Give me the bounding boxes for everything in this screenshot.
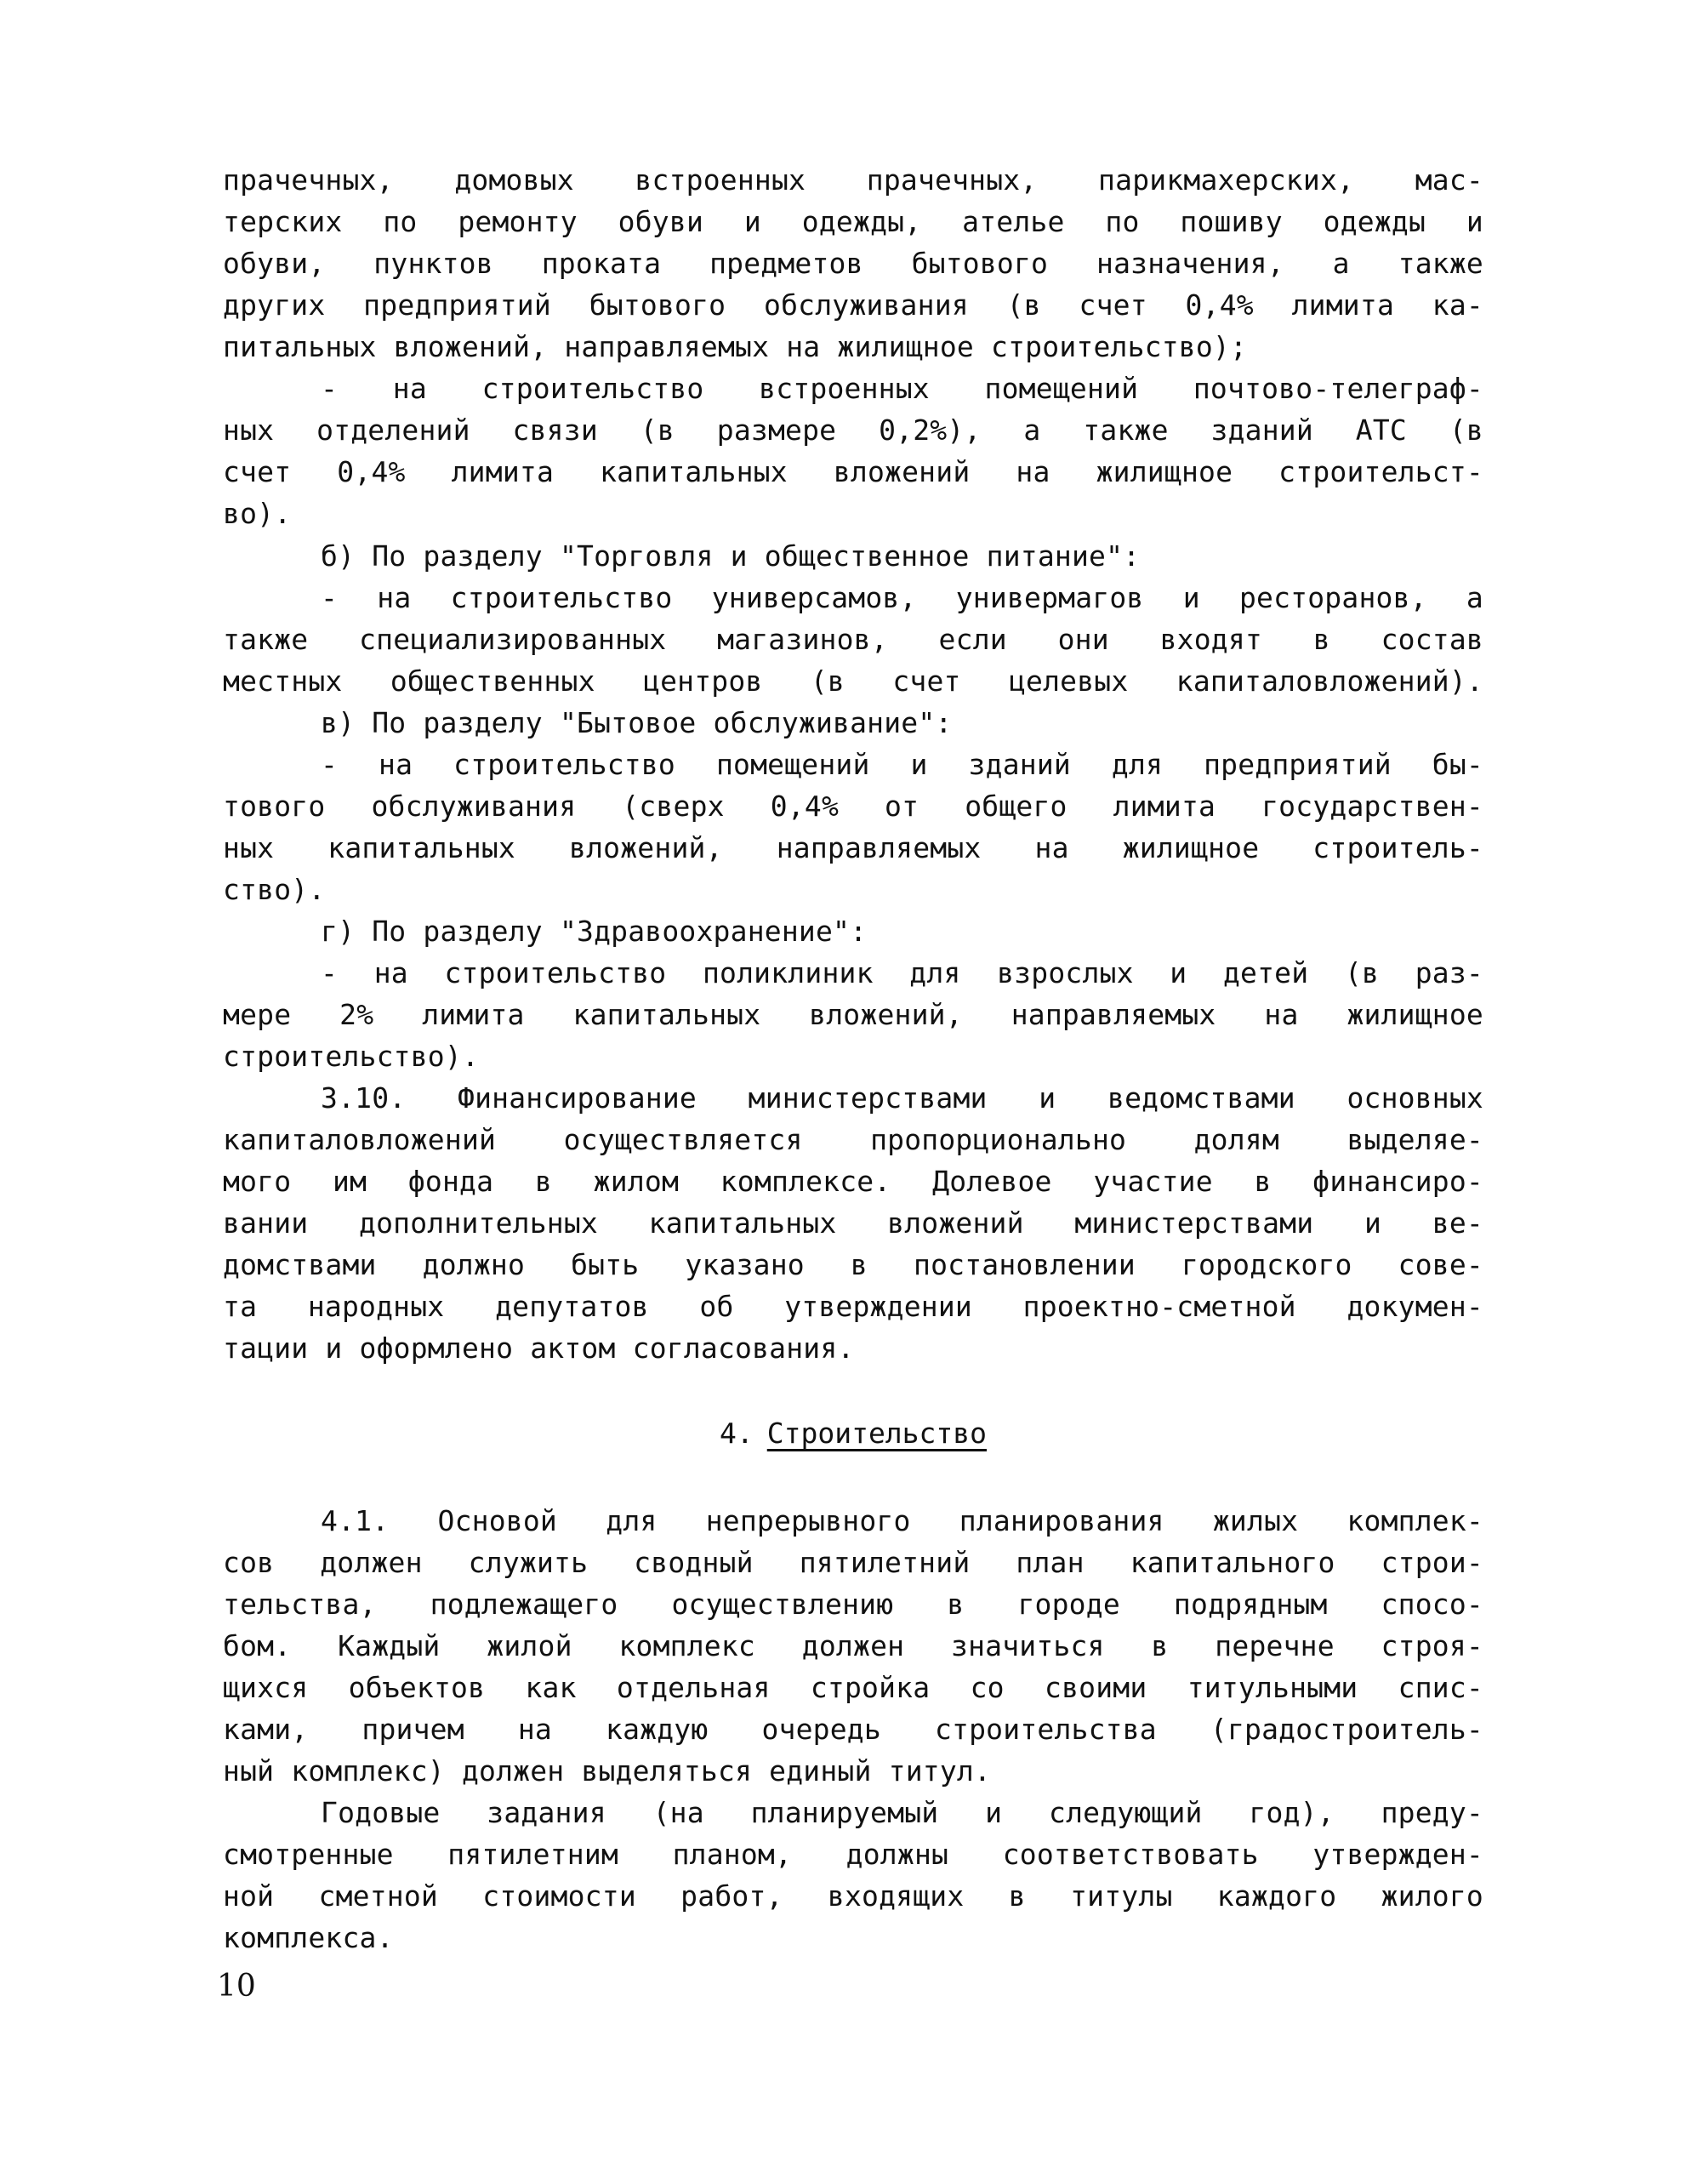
- text-line: смотренные пятилетним планом, должны соответствовать утвержден-: [223, 1838, 1483, 1871]
- section-number: 4.: [719, 1417, 754, 1450]
- text-line: ство).: [223, 873, 326, 906]
- text-line: ных отделений связи (в размере 0,2%), а также зданий АТС (в: [223, 413, 1483, 447]
- text-line: 3.10. Финансирование министерствами и ведомствами основных: [321, 1081, 1483, 1115]
- text-line: - на строительство поликлиник для взрослых и детей (в раз-: [321, 956, 1483, 989]
- section-heading: [223, 1412, 1483, 1454]
- text-line: щихся объектов как отдельная стройка со своими титульными спис-: [223, 1671, 1483, 1704]
- text-line: ных капитальных вложений, направляемых на жилищное строитель-: [223, 831, 1483, 864]
- text-line: сов должен служить сводный пятилетний план капитального строи-: [223, 1546, 1483, 1579]
- page-number: 10: [217, 1969, 256, 2004]
- text-line: та народных депутатов об утверждении проектно-сметной докумен-: [223, 1290, 1483, 1323]
- text-line: капиталовложений осуществляется пропорционально долям выделяе-: [223, 1123, 1483, 1156]
- text-line: прачечных, домовых встроенных прачечных, парикмахерских, мас-: [223, 163, 1483, 197]
- text-line: бом. Каждый жилой комплекс должен значиться в перечне строя-: [223, 1629, 1483, 1662]
- text-line: питальных вложений, направляемых на жилищное строительство);: [223, 330, 1248, 363]
- text-line: Годовые задания (на планируемый и следующий год), преду-: [321, 1796, 1483, 1829]
- section-title: Строительство: [766, 1417, 988, 1450]
- text-line: терских по ремонту обуви и одежды, ателье по пошиву одежды и: [223, 205, 1483, 238]
- text-line: обуви, пунктов проката предметов бытового назначения, а также: [223, 247, 1483, 280]
- text-line: 4.1. Основой для непрерывного планирования жилых комплек-: [321, 1504, 1483, 1537]
- text-line: местных общественных центров (в счет целевых капиталовложений).: [223, 664, 1483, 698]
- text-line: других предприятий бытового обслуживания (в счет 0,4% лимита ка-: [223, 288, 1483, 322]
- text-line: также специализированных магазинов, если они входят в состав: [223, 623, 1483, 656]
- subsection-heading: в) По разделу "Бытовое обслуживание":: [321, 706, 953, 739]
- subsection-heading: б) По разделу "Торговля и общественное питание":: [321, 539, 1141, 573]
- text-line: ками, причем на каждую очередь строительства (градостроитель-: [223, 1713, 1483, 1746]
- text-line: - на строительство помещений и зданий для предприятий бы-: [321, 748, 1483, 781]
- text-line: домствами должно быть указано в постановлении городского сове-: [223, 1248, 1483, 1281]
- text-line: строительство).: [223, 1040, 480, 1073]
- text-line: ной сметной стоимости работ, входящих в титулы каждого жилого: [223, 1879, 1483, 1913]
- text-line: ный комплекс) должен выделяться единый титул.: [223, 1754, 992, 1788]
- text-line: комплекса.: [223, 1921, 394, 1954]
- text-line: мере 2% лимита капитальных вложений, направляемых на жилищное: [223, 998, 1483, 1031]
- text-line: счет 0,4% лимита капитальных вложений на жилищное строительст-: [223, 455, 1483, 488]
- text-line: во).: [223, 497, 292, 530]
- text-line: тации и оформлено актом согласования.: [223, 1331, 855, 1365]
- text-line: тельства, подлежащего осуществлению в городе подрядным спосо-: [223, 1588, 1483, 1621]
- text-line: - на строительство встроенных помещений почтово-телеграф-: [321, 372, 1483, 405]
- text-line: тового обслуживания (сверх 0,4% от общего лимита государствен-: [223, 790, 1483, 823]
- text-line: вании дополнительных капитальных вложений министерствами и ве-: [223, 1206, 1483, 1240]
- text-line: мого им фонда в жилом комплексе. Долевое участие в финансиро-: [223, 1165, 1483, 1198]
- text-line: - на строительство универсамов, универмагов и ресторанов, а: [321, 581, 1483, 614]
- subsection-heading: г) По разделу "Здравоохранение":: [321, 915, 868, 948]
